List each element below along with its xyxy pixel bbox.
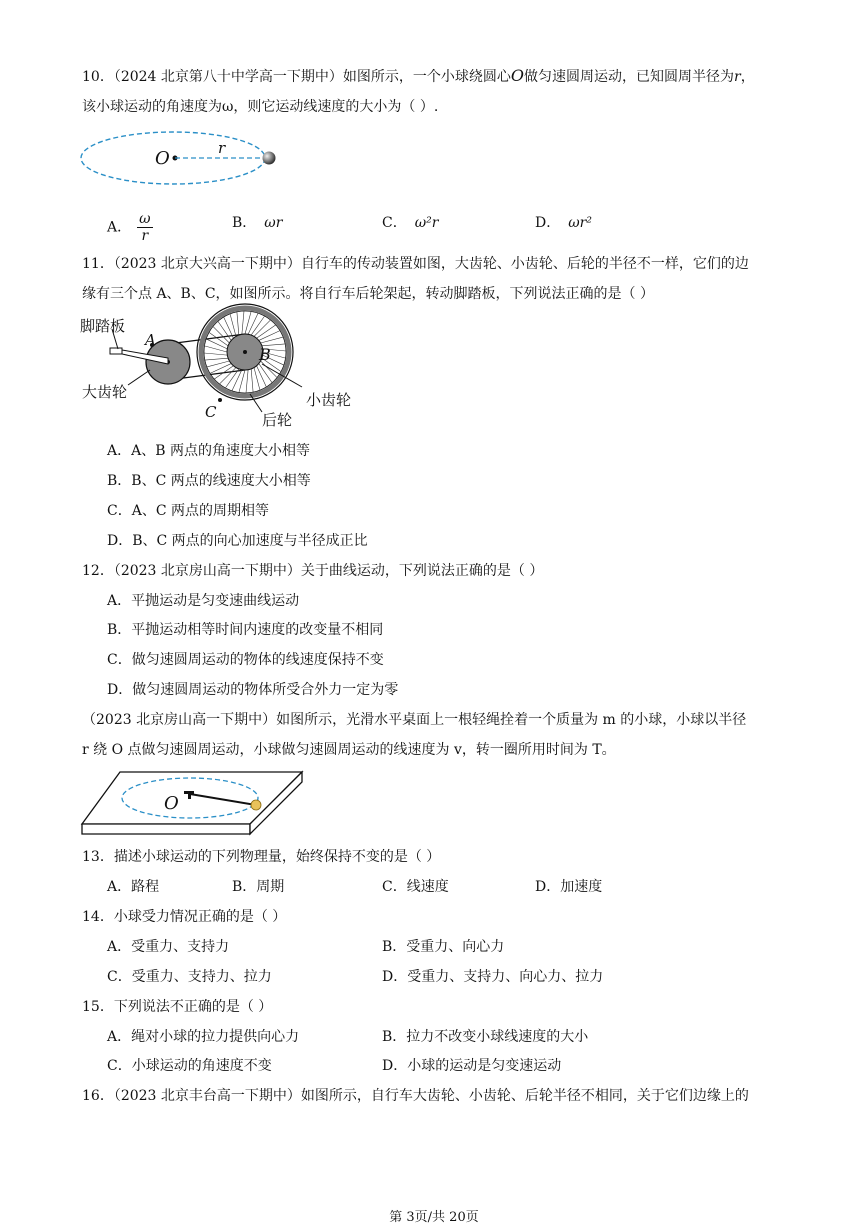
q13-option-d[interactable]: D．加速度 bbox=[535, 879, 603, 895]
q11-line2: 缘有三个点 A、B、C，如图所示。将自行车后轮架起，转动脚踏板，下列说法正确的是（ ） bbox=[82, 286, 655, 302]
q11-option-c[interactable]: C．A、C 两点的周期相等 bbox=[107, 503, 269, 519]
q14-option-d[interactable]: D．受重力、支持力、向心力、拉力 bbox=[382, 969, 604, 985]
q11-option-b[interactable]: B．B、C 两点的线速度大小相等 bbox=[107, 473, 311, 489]
q10-figure bbox=[78, 130, 278, 190]
wheel-spoke bbox=[237, 312, 239, 335]
wheel-spoke bbox=[257, 325, 276, 338]
ball bbox=[263, 152, 276, 165]
q11-label-B: B bbox=[259, 345, 271, 364]
q15-option-b[interactable]: B．拉力不改变小球线速度的大小 bbox=[382, 1029, 589, 1045]
wheel-spoke bbox=[242, 311, 244, 334]
q12-option-a[interactable]: A．平抛运动是匀变速曲线运动 bbox=[107, 593, 300, 609]
q11-option-d[interactable]: D．B、C 两点的向心加速度与半径成正比 bbox=[107, 533, 368, 549]
q11-label-small-gear: 小齿轮 bbox=[306, 391, 352, 409]
q12-option-c[interactable]: C．做匀速圆周运动的物体的线速度保持不变 bbox=[107, 652, 384, 668]
q14-option-a[interactable]: A．受重力、支持力 bbox=[107, 939, 230, 955]
q13-option-a[interactable]: A．路程 bbox=[107, 879, 160, 895]
pedal bbox=[110, 348, 122, 354]
wheel-spoke bbox=[251, 369, 253, 392]
q13-option-c[interactable]: C．线速度 bbox=[382, 879, 449, 895]
q13-option-b[interactable]: B．周期 bbox=[232, 879, 285, 895]
q12-option-d[interactable]: D．做匀速圆周运动的物体所受合外力一定为零 bbox=[107, 682, 399, 698]
wheel-spoke bbox=[204, 353, 227, 355]
q10-line2: 该小球运动的角速度为ω，则它运动线速度的大小为（ ）. bbox=[82, 99, 439, 115]
wheel-spoke bbox=[246, 370, 248, 393]
q10-option-c[interactable]: C． ω²r bbox=[382, 215, 439, 231]
wheel-spoke bbox=[204, 346, 227, 352]
q10-fig-label-r: r bbox=[218, 139, 226, 157]
q15-option-c[interactable]: C．小球运动的角速度不变 bbox=[107, 1058, 272, 1074]
wheel-spoke bbox=[245, 311, 251, 334]
q10-option-d[interactable]: D． ωr² bbox=[535, 215, 592, 231]
q12-option-b[interactable]: B．平抛运动相等时间内速度的改变量不相同 bbox=[107, 622, 384, 638]
q15-option-a[interactable]: A．绳对小球的拉力提供向心力 bbox=[107, 1029, 300, 1045]
page-footer: 第 3页/共 20页 bbox=[389, 1210, 479, 1225]
q16-line1: 16．（2023 北京丰台高一下期中）如图所示，自行车大齿轮、小齿轮、后轮半径不相同，关于它们边缘上的 bbox=[82, 1088, 749, 1104]
stem-line2: r 绕 O 点做匀速圆周运动，小球做匀速圆周运动的线速度为 v，转一圈所用时间为 T。 bbox=[82, 742, 616, 758]
q14-line1: 14．小球受力情况正确的是（ ） bbox=[82, 909, 287, 925]
q10-line1: 10．（2024 北京第八十中学高一下期中）如图所示，一个小球绕圆心O做匀速圆周运动，已知圆周半径为r， bbox=[82, 66, 755, 85]
q10-option-a[interactable]: A． $\frac{\omega}{r}$ bbox=[107, 211, 151, 244]
q10-fig-label-O: O bbox=[155, 148, 170, 169]
q11-option-a[interactable]: A．A、B 两点的角速度大小相等 bbox=[107, 443, 310, 459]
table-fig-label-O: O bbox=[164, 793, 179, 814]
stem-line1: （2023 北京房山高一下期中）如图所示，光滑水平桌面上一根轻绳拴着一个质量为 m 的小球，小球以半径 bbox=[82, 712, 747, 728]
q15-line1: 15．下列说法不正确的是（ ） bbox=[82, 999, 273, 1015]
q14-option-c[interactable]: C．受重力、支持力、拉力 bbox=[107, 969, 272, 985]
q14-option-b[interactable]: B．受重力、向心力 bbox=[382, 939, 505, 955]
wheel-spoke bbox=[205, 358, 228, 360]
q11-label-C: C bbox=[205, 403, 217, 421]
q11-label-big-gear: 大齿轮 bbox=[82, 383, 128, 401]
q11-label-A: A bbox=[145, 331, 156, 349]
q11-label-rear-wheel: 后轮 bbox=[262, 411, 293, 429]
q15-option-d[interactable]: D．小球的运动是匀变速运动 bbox=[382, 1058, 562, 1074]
wheel-spoke bbox=[239, 370, 245, 393]
q10-option-b[interactable]: B． ωr bbox=[232, 215, 283, 231]
q13-line1: 13．描述小球运动的下列物理量，始终保持不变的是（ ） bbox=[82, 849, 441, 865]
table-figure bbox=[80, 770, 305, 840]
q12-line1: 12．（2023 北京房山高一下期中）关于曲线运动，下列说法正确的是（ ） bbox=[82, 563, 544, 579]
q11-line1: 11．（2023 北京大兴高一下期中）自行车的传动装置如图，大齿轮、小齿轮、后轮的半径不一样，它们的边 bbox=[82, 256, 749, 272]
q11-label-pedal: 脚踏板 bbox=[80, 317, 126, 335]
